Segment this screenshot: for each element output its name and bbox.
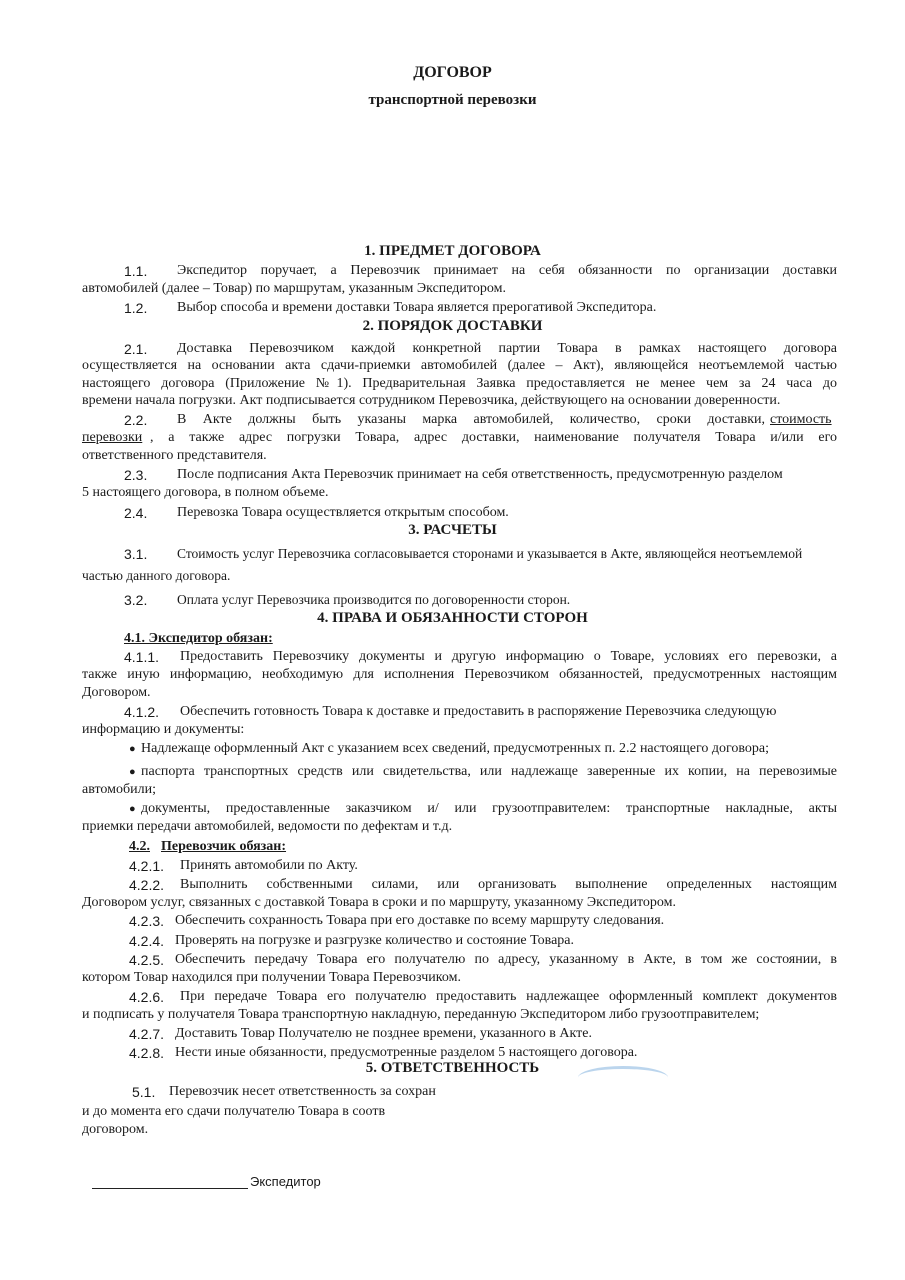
clause-number: 4.2.7. — [129, 1026, 165, 1042]
underlined-text: перевозки — [82, 430, 143, 445]
clause-text: В Акте должны быть указаны марка автомобилей, количество, сроки доставки, — [177, 412, 765, 427]
clause-text: Обеспечить передачу Товара его получателю по адресу, указанному в Акте, в том же состоянии, в — [175, 952, 837, 967]
clause-text: , а также адрес погрузки Товара, адрес доставки, наименование получателя Товара и/или его — [150, 430, 837, 445]
clause-number: 3.1. — [124, 546, 148, 562]
clause-text: Договором. — [82, 685, 151, 700]
clause-number: 2.3. — [124, 467, 148, 483]
clause-text: Предоставить Перевозчику документы и другую информацию о Товаре, условиях его перевозки, а — [180, 649, 837, 664]
clause-text: 5 настоящего договора, в полном объеме. — [82, 485, 329, 500]
clause-text: Экспедитор поручает, а Перевозчик принимает на себя обязанности по организации доставки — [177, 263, 837, 278]
clause-text: осуществляется на основании акта сдачи-приемки автомобилей (далее – Акт), являющейся неотъемлемой частью — [82, 358, 837, 373]
clause-number: 4.2.8. — [129, 1045, 165, 1061]
clause-text: Перевозчик несет ответственность за сохран — [169, 1084, 436, 1099]
clause-text: Проверять на погрузке и разгрузке количество и состояние Товара. — [175, 933, 574, 948]
clause-text: договором. — [82, 1122, 149, 1137]
clause-text: Обеспечить сохранность Товара при его доставке по всему маршруту следования. — [175, 913, 665, 928]
clause-text: Оплата услуг Перевозчика производится по договоренности сторон. — [177, 592, 571, 607]
clause-number: 4.1.1. — [124, 649, 160, 665]
clause-number: 2.1. — [124, 341, 148, 357]
clause-text: При передаче Товара его получателю предоставить надлежащее оформленный комплект документов — [180, 989, 837, 1004]
clause-text: После подписания Акта Перевозчик принимает на себя ответственность, предусмотренную разделом — [177, 467, 783, 482]
clause-number: 2.4. — [124, 505, 148, 521]
clause-number: 4.1.2. — [124, 704, 160, 720]
clause-number: 4.2.4. — [129, 933, 165, 949]
bullet-text: приемки передачи автомобилей, ведомости по дефектам и т.д. — [82, 819, 453, 834]
section-4-heading: 4. ПРАВА И ОБЯЗАННОСТИ СТОРОН — [317, 610, 588, 626]
clause-text: информацию и документы: — [82, 722, 245, 737]
section-2-heading: 2. ПОРЯДОК ДОСТАВКИ — [362, 318, 543, 334]
clause-number: 3.2. — [124, 592, 148, 608]
section-1-heading: 1. ПРЕДМЕТ ДОГОВОРА — [364, 243, 541, 259]
clause-text: Принять автомобили по Акту. — [180, 858, 358, 873]
clause-text: Нести иные обязанности, предусмотренные разделом 5 настоящего договора. — [175, 1045, 638, 1060]
clause-text: автомобилей (далее – Товар) по маршрутам, указанным Экспедитором. — [82, 281, 506, 296]
bullet-text: автомобили; — [82, 782, 156, 797]
clause-text: Выполнить собственными силами, или организовать выполнение определенных настоящим — [180, 877, 837, 892]
clause-text: Доставка Перевозчиком каждой конкретной партии Товара в рамках настоящего договора — [177, 341, 837, 356]
clause-text: ответственного представителя. — [82, 448, 267, 463]
clause-text: Доставить Товар Получателю не позднее времени, указанного в Акте. — [175, 1026, 592, 1041]
subsection-4-2-heading: Перевозчик обязан: — [161, 839, 287, 854]
clause-text: Выбор способа и времени доставки Товара является прерогативой Экспедитора. — [177, 300, 657, 315]
bullet-text: Надлежаще оформленный Акт с указанием всех сведений, предусмотренных п. 2.2 настоящего договора; — [141, 741, 769, 756]
clause-number: 1.1. — [124, 263, 148, 279]
bullet-icon: ● — [129, 766, 136, 778]
doc-title: ДОГОВОР — [413, 64, 492, 81]
section-3-heading: 3. РАСЧЕТЫ — [408, 522, 497, 538]
clause-text: настоящего договора (Приложение №1). Предварительная Заявка предоставляется не менее чем за 24 часа до — [82, 376, 837, 391]
subsection-4-1-heading: 4.1. Экспедитор обязан: — [124, 631, 273, 646]
clause-number: 4.2.5. — [129, 952, 165, 968]
clause-number: 4.2.1. — [129, 858, 165, 874]
clause-text: времени начала погрузки. Акт подписывается сотрудником Перевозчика, действующего на основании доверенности. — [82, 393, 781, 408]
clause-text: Обеспечить готовность Товара к доставке и предоставить в распоряжение Перевозчика следующую — [180, 704, 777, 719]
clause-number: 4.2.6. — [129, 989, 165, 1005]
clause-number: 4.2.2. — [129, 877, 165, 893]
section-5-heading: 5. ОТВЕТСТВЕННОСТЬ — [365, 1060, 540, 1076]
clause-text: и до момента его сдачи получателю Товара в соотв — [82, 1104, 386, 1119]
underlined-text: стоимость — [770, 412, 832, 427]
clause-text: котором Товар находился при получении Товара Перевозчиком. — [82, 970, 461, 985]
signature-line — [92, 1188, 248, 1189]
clause-text: также иную информацию, необходимую для исполнения Перевозчиком обязанностей, предусмотренных настоящим — [82, 667, 837, 682]
clause-text: и подписать у получателя Товара транспортную накладную, переданную Экспедитором либо грузоотправителем; — [82, 1007, 760, 1022]
bullet-text: паспорта транспортных средств или свидетельства, или надлежаще заверенные их копии, на перевозимые — [141, 764, 837, 779]
page-cover — [455, 1080, 905, 1150]
clause-number: 2.2. — [124, 412, 148, 428]
clause-number: 4.2.3. — [129, 913, 165, 929]
clause-text: Стоимость услуг Перевозчика согласовывается сторонами и указывается в Акте, являющейся неотъемлемой — [177, 546, 803, 561]
clause-text: Перевозка Товара осуществляется открытым способом. — [177, 505, 509, 520]
clause-text: Договором услуг, связанных с доставкой Товара в сроки и по маршруту, указанному Экспедитором. — [82, 895, 676, 910]
subsection-4-2-number: 4.2. — [129, 839, 150, 854]
clause-number: 1.2. — [124, 300, 148, 316]
signature-label: Экспедитор — [250, 1174, 321, 1189]
doc-subtitle: транспортной перевозки — [368, 92, 537, 108]
clause-text: частью данного договора. — [82, 568, 231, 583]
bullet-icon: ● — [129, 803, 136, 815]
bullet-text: документы, предоставленные заказчиком и/ или грузоотправителем: транспортные накладные, акты — [141, 801, 837, 816]
bullet-icon: ● — [129, 743, 136, 755]
clause-number: 5.1. — [132, 1084, 156, 1100]
